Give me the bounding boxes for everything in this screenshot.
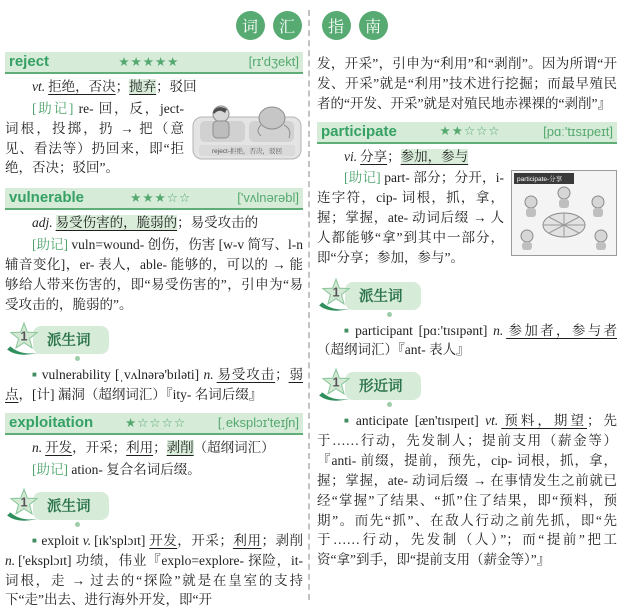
- headword: vulnerable: [9, 189, 85, 207]
- definition-line: [5, 438, 303, 458]
- definition-term-highlighted: 参加，参与: [400, 148, 469, 164]
- mnemonic-block: [5, 99, 303, 180]
- part-of-speech: adj.: [32, 215, 53, 231]
- frequency-stars: ★★★★★: [118, 54, 180, 69]
- definition-text: ；易受攻击的: [177, 215, 259, 231]
- definition-term: 弱点: [5, 367, 304, 403]
- mnemonic-paragraph: [5, 235, 303, 314]
- star-badge-icon: [317, 277, 355, 315]
- header-char-circle: [273, 11, 302, 40]
- column-divider-dashed-line: [308, 10, 310, 600]
- headword: reject: [9, 53, 50, 70]
- frequency-stars: ★★☆☆☆: [439, 124, 501, 139]
- illustration-caption: participate-分享: [517, 176, 563, 184]
- entry-header-exploitation: [5, 413, 303, 435]
- square-bullet-icon: ■: [344, 325, 352, 335]
- part-of-speech: vi.: [344, 148, 358, 164]
- definition-text: （超纲词汇）『ant- 表人』: [317, 342, 470, 358]
- header-char: 指: [327, 19, 344, 36]
- definition-term: 拒绝，否决: [48, 79, 116, 94]
- definition-text: ；驳回: [156, 79, 197, 94]
- part-of-speech: vt.: [32, 79, 46, 94]
- header-char-circle: [359, 11, 388, 40]
- derived-phonetic: [ˌvʌlnərə'bɪləti]: [115, 367, 200, 383]
- header-char: 南: [364, 19, 381, 36]
- definition-text: ；: [275, 367, 289, 383]
- definition-line: [5, 77, 303, 97]
- right-column: [317, 48, 617, 572]
- page-header: [0, 11, 623, 40]
- definition-term: 开发: [149, 532, 178, 548]
- mnemonic-text: ation- 复合名词后缀。: [71, 461, 201, 477]
- part-of-speech: n.: [493, 322, 504, 338]
- mnemonic-text: part- 部分；分开，i- 连字符，cip- 词根，抓，拿，握；掌握，ate- 动词后缀 → 人人都能够“拿”到其中一部分，即“分享；参加，参与”。: [317, 170, 505, 265]
- part-of-speech: n.: [32, 440, 43, 456]
- definition-term-highlighted: 抛弃: [129, 79, 157, 94]
- participate-cartoon-illustration: [511, 170, 617, 256]
- derived-phonetic: ['eksplɔɪt]: [18, 552, 72, 568]
- part-of-speech: vt.: [485, 413, 499, 429]
- entry-header-reject: [5, 52, 303, 74]
- mnemonic-label: [助记]: [344, 170, 381, 186]
- mnemonic-text: re- 回，反，ject- 词根，投掷，扔 → 把（意见、看法等）扔回来，即“拒绝，否决；驳回”。: [5, 100, 184, 176]
- definition-term: 分享: [360, 148, 388, 164]
- definition-text: ，开采；: [177, 532, 233, 548]
- derived-phonetic: [pɑː'tɪsɪpənt]: [418, 322, 488, 338]
- definition-text: ；剥削: [261, 532, 304, 548]
- mnemonic-label: [助记]: [32, 237, 69, 253]
- star-badge-icon: [5, 321, 43, 359]
- part-of-speech: n.: [203, 367, 214, 383]
- definition-term-highlighted: 易受伤害的，脆弱的: [55, 215, 178, 231]
- section-derived-words: [5, 323, 303, 357]
- illustration-caption: reject-拒绝，否决，驳回: [211, 147, 283, 155]
- header-char: 汇: [278, 19, 295, 36]
- derived-item-vulnerability: [5, 365, 303, 405]
- phonetic-transcription: [rɪ'dʒekt]: [248, 54, 299, 69]
- entry-header-participate: [317, 122, 617, 144]
- definition-text: 功绩，伟业『explo=explore- 探险，it- 词根，走 → 过去的“探险”就是在皇室的支持下“走”出去、进行海外开发，即“开: [5, 552, 303, 608]
- frequency-stars: ★☆☆☆☆: [125, 415, 187, 430]
- square-bullet-icon: ■: [344, 416, 352, 426]
- reject-cartoon-illustration: [191, 101, 303, 167]
- definition-text: ；: [387, 148, 401, 164]
- headword: exploitation: [9, 414, 94, 432]
- derived-item-participant: [317, 321, 617, 361]
- mnemonic-text: vuln=wound- 创伤，伤害 [w-v 简写、l-n 辅音变化]，er- 表人，able- 能够的，可以的 → 能够给人带来伤害的，即“易受伤害的”，引申为“易受攻击的，脆弱的”。: [5, 237, 303, 312]
- definition-line: [5, 213, 303, 233]
- phonetic-transcription: ['vʌlnərəbl]: [237, 190, 299, 206]
- definition-text: ，[计] 漏洞（超纲词汇）『ity- 名词后缀』: [18, 387, 263, 403]
- phonetic-transcription: [ˌeksplɔɪ'teɪʃn]: [217, 415, 299, 431]
- badge-number: 1: [20, 495, 28, 510]
- derived-word: participant: [355, 322, 413, 338]
- section-derived-words: [5, 489, 303, 523]
- badge-number: 1: [20, 329, 28, 344]
- definition-term: 利用: [232, 532, 262, 548]
- definition-term: 预料，期望: [501, 413, 587, 429]
- definition-text: ；: [153, 440, 167, 456]
- header-char-circle: [322, 11, 351, 40]
- square-bullet-icon: ■: [32, 370, 38, 380]
- derived-item-exploit: [5, 531, 303, 610]
- part-of-speech: n.: [5, 552, 16, 568]
- phonetic-transcription: [pɑː'tɪsɪpeɪt]: [543, 123, 613, 139]
- definition-text: （超纲词汇）: [193, 440, 275, 456]
- definition-term: 参加者，参与者: [506, 322, 618, 338]
- mnemonic-block: [317, 168, 617, 269]
- derived-word: exploit: [41, 532, 79, 548]
- continuation-paragraph: 发，开采”，引申为“利用”和“剥削”。因为所谓“开发、开采”就是“利用”技术进行挖掘；而最早殖民者的“开发、开采”就是对殖民地赤裸裸的“剥削”』: [317, 56, 617, 111]
- mnemonic-paragraph: [5, 460, 303, 480]
- mnemonic-label: [助记]: [32, 100, 74, 116]
- mnemonic-label: [助记]: [32, 461, 68, 477]
- definition-text: ，开采；: [72, 440, 127, 456]
- badge-number: 1: [332, 285, 340, 300]
- derived-phonetic: [ɪk'splɔɪt]: [94, 532, 146, 548]
- definition-term: 易受攻击: [216, 367, 276, 383]
- section-title: 派生词: [33, 492, 109, 520]
- definition-term: 开发: [45, 440, 73, 456]
- entry-header-vulnerable: [5, 188, 303, 210]
- definition-line: [317, 147, 617, 167]
- similar-phonetic: [æn'tɪsɪpeɪt]: [414, 413, 479, 429]
- section-derived-words: [317, 279, 617, 313]
- part-of-speech: v.: [82, 532, 92, 548]
- definition-term: 利用: [126, 440, 154, 456]
- section-similar-words: [317, 369, 617, 403]
- similar-item-anticipate: [317, 411, 617, 570]
- definition-term-highlighted: 剥削: [166, 440, 194, 456]
- square-bullet-icon: ■: [32, 535, 38, 545]
- definition-text: ；先于……行动，先发制人；提前支用（薪金等）『anti- 前缀，提前，预先，cip- 词根，抓，拿，握；掌握，ate- 动词后缀 → 在事情发生之前就已经“掌握”了结果、“抓”住了结果，即“预料，预期”。而先“抓”、在敌人行动之前先抓，即“先于……行动，先发制（人）”；而“提前”把工资“拿”到手，即“提前支用（薪金等）”』: [317, 413, 618, 568]
- section-title: 派生词: [345, 282, 421, 310]
- frequency-stars: ★★★☆☆: [130, 190, 192, 205]
- header-char-circle: [236, 11, 265, 40]
- section-title: 派生词: [33, 326, 109, 354]
- similar-word: anticipate: [355, 413, 409, 429]
- definition-text: ；: [115, 79, 130, 94]
- section-title: 形近词: [345, 372, 421, 400]
- header-char: 词: [241, 19, 258, 36]
- headword: participate: [321, 122, 397, 140]
- badge-number: 1: [332, 375, 340, 390]
- star-badge-icon: [5, 487, 43, 525]
- left-column: [5, 48, 303, 612]
- derived-word: vulnerability: [41, 367, 111, 383]
- star-badge-icon: [317, 367, 355, 405]
